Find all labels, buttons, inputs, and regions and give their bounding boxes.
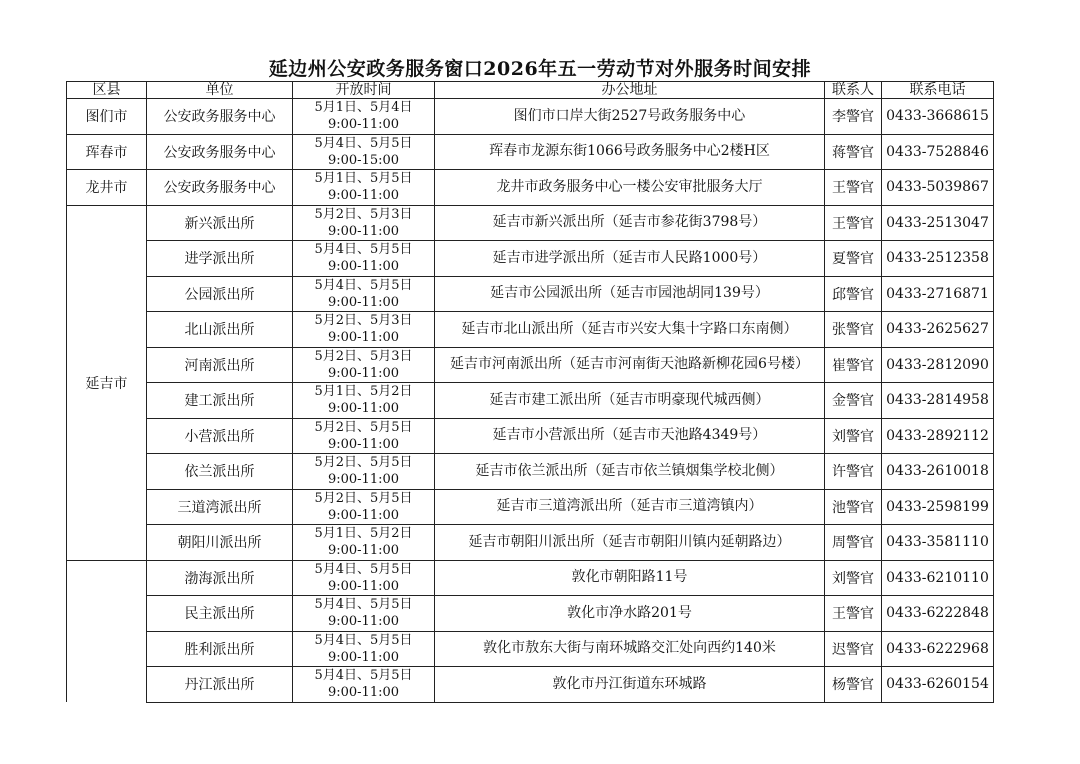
contact-cell: 邱警官 bbox=[825, 276, 882, 312]
unit-cell: 建工派出所 bbox=[147, 383, 293, 419]
time-cell bbox=[293, 347, 435, 383]
time-hours: 9:00-11:00 bbox=[327, 649, 400, 665]
phone-cell: 0433-6222848 bbox=[882, 596, 994, 632]
address-cell: 敦化市敖东大街与南环城路交汇处向西约140米 bbox=[435, 631, 825, 667]
contact-cell: 崔警官 bbox=[825, 347, 882, 383]
time-dates: 5月4日、5月5日 bbox=[314, 668, 413, 684]
time-cell bbox=[293, 596, 435, 632]
unit-cell: 朝阳川派出所 bbox=[147, 525, 293, 561]
unit-cell: 新兴派出所 bbox=[147, 205, 293, 241]
table-row bbox=[67, 667, 994, 703]
table-row bbox=[67, 241, 994, 277]
phone-cell: 0433-2814958 bbox=[882, 383, 994, 419]
table-row bbox=[67, 134, 994, 170]
time-cell bbox=[293, 667, 435, 703]
address-cell: 延吉市建工派出所（延吉市明豪现代城西侧） bbox=[435, 383, 825, 419]
time-hours: 9:00-11:00 bbox=[327, 365, 400, 381]
time-dates: 5月4日、5月5日 bbox=[314, 632, 413, 648]
time-dates: 5月4日、5月5日 bbox=[314, 597, 413, 613]
unit-cell: 依兰派出所 bbox=[147, 454, 293, 490]
time-hours: 9:00-11:00 bbox=[327, 259, 400, 275]
time-cell bbox=[293, 525, 435, 561]
district-cell bbox=[67, 560, 147, 702]
phone-cell: 0433-6260154 bbox=[882, 667, 994, 703]
contact-cell: 许警官 bbox=[825, 454, 882, 490]
unit-cell: 三道湾派出所 bbox=[147, 489, 293, 525]
unit-cell: 北山派出所 bbox=[147, 312, 293, 348]
table-row bbox=[67, 383, 994, 419]
table-row bbox=[67, 560, 994, 596]
time-cell bbox=[293, 276, 435, 312]
table-row bbox=[67, 454, 994, 490]
time-hours: 9:00-11:00 bbox=[327, 685, 400, 701]
address-cell: 延吉市朝阳川派出所（延吉市朝阳川镇内延朝路边） bbox=[435, 525, 825, 561]
table-row bbox=[67, 205, 994, 241]
time-dates: 5月2日、5月5日 bbox=[314, 455, 413, 471]
address-cell: 图们市口岸大街2527号政务服务中心 bbox=[435, 99, 825, 135]
schedule-table bbox=[66, 81, 994, 703]
header-row bbox=[67, 82, 994, 99]
table-row bbox=[67, 418, 994, 454]
contact-cell: 蒋警官 bbox=[825, 134, 882, 170]
time-hours: 9:00-11:00 bbox=[327, 472, 400, 488]
address-cell: 龙井市政务服务中心一楼公安审批服务大厅 bbox=[435, 170, 825, 206]
time-cell bbox=[293, 489, 435, 525]
time-hours: 9:00-11:00 bbox=[327, 401, 400, 417]
time-cell bbox=[293, 241, 435, 277]
time-hours: 9:00-15:00 bbox=[327, 152, 400, 168]
time-cell bbox=[293, 312, 435, 348]
unit-cell: 公园派出所 bbox=[147, 276, 293, 312]
time-hours: 9:00-11:00 bbox=[327, 614, 400, 630]
time-hours: 9:00-11:00 bbox=[327, 294, 400, 310]
time-hours: 9:00-11:00 bbox=[327, 578, 400, 594]
phone-cell: 0433-2892112 bbox=[882, 418, 994, 454]
contact-cell: 刘警官 bbox=[825, 560, 882, 596]
unit-cell: 公安政务服务中心 bbox=[147, 170, 293, 206]
time-cell bbox=[293, 383, 435, 419]
time-dates: 5月1日、5月2日 bbox=[314, 384, 413, 400]
unit-cell: 河南派出所 bbox=[147, 347, 293, 383]
phone-cell: 0433-7528846 bbox=[882, 134, 994, 170]
contact-cell: 金警官 bbox=[825, 383, 882, 419]
time-dates: 5月1日、5月4日 bbox=[314, 100, 413, 116]
time-dates: 5月2日、5月5日 bbox=[314, 419, 413, 435]
contact-cell: 夏警官 bbox=[825, 241, 882, 277]
unit-cell: 民主派出所 bbox=[147, 596, 293, 632]
header-time: 开放时间 bbox=[293, 82, 435, 99]
district-cell: 延吉市 bbox=[67, 205, 147, 560]
time-cell bbox=[293, 454, 435, 490]
time-dates: 5月1日、5月2日 bbox=[314, 526, 413, 542]
time-hours: 9:00-11:00 bbox=[327, 188, 400, 204]
time-hours: 9:00-11:00 bbox=[327, 507, 400, 523]
time-cell bbox=[293, 99, 435, 135]
time-cell bbox=[293, 170, 435, 206]
table-row bbox=[67, 525, 994, 561]
header-unit: 单位 bbox=[147, 82, 293, 99]
unit-cell: 丹江派出所 bbox=[147, 667, 293, 703]
time-dates: 5月2日、5月3日 bbox=[314, 206, 413, 222]
table-row bbox=[67, 489, 994, 525]
district-cell: 珲春市 bbox=[67, 134, 147, 170]
phone-cell: 0433-6210110 bbox=[882, 560, 994, 596]
contact-cell: 王警官 bbox=[825, 205, 882, 241]
contact-cell: 张警官 bbox=[825, 312, 882, 348]
header-address: 办公地址 bbox=[435, 82, 825, 99]
table-row bbox=[67, 596, 994, 632]
header-contact: 联系人 bbox=[825, 82, 882, 99]
phone-cell: 0433-2512358 bbox=[882, 241, 994, 277]
table-row bbox=[67, 347, 994, 383]
unit-cell: 进学派出所 bbox=[147, 241, 293, 277]
time-cell bbox=[293, 134, 435, 170]
table-row bbox=[67, 312, 994, 348]
phone-cell: 0433-2610018 bbox=[882, 454, 994, 490]
address-cell: 延吉市依兰派出所（延吉市依兰镇烟集学校北侧） bbox=[435, 454, 825, 490]
time-dates: 5月4日、5月5日 bbox=[314, 561, 413, 577]
phone-cell: 0433-2598199 bbox=[882, 489, 994, 525]
table-row bbox=[67, 276, 994, 312]
page-title: 延边州公安政务服务窗口2026年五一劳动节对外服务时间安排 bbox=[268, 58, 812, 80]
phone-cell: 0433-3581110 bbox=[882, 525, 994, 561]
address-cell: 延吉市河南派出所（延吉市河南街天池路新柳花园6号楼） bbox=[435, 347, 825, 383]
phone-cell: 0433-3668615 bbox=[882, 99, 994, 135]
address-cell: 敦化市丹江街道东环城路 bbox=[435, 667, 825, 703]
phone-cell: 0433-2625627 bbox=[882, 312, 994, 348]
time-hours: 9:00-11:00 bbox=[327, 330, 400, 346]
district-cell: 图们市 bbox=[67, 99, 147, 135]
time-dates: 5月4日、5月5日 bbox=[314, 277, 413, 293]
time-dates: 5月4日、5月5日 bbox=[314, 135, 413, 151]
time-cell bbox=[293, 560, 435, 596]
table-row bbox=[67, 99, 994, 135]
address-cell: 敦化市净水路201号 bbox=[435, 596, 825, 632]
phone-cell: 0433-2716871 bbox=[882, 276, 994, 312]
contact-cell: 周警官 bbox=[825, 525, 882, 561]
time-dates: 5月4日、5月5日 bbox=[314, 242, 413, 258]
header-district: 区县 bbox=[67, 82, 147, 99]
time-cell bbox=[293, 418, 435, 454]
address-cell: 延吉市公园派出所（延吉市园池胡同139号） bbox=[435, 276, 825, 312]
time-hours: 9:00-11:00 bbox=[327, 436, 400, 452]
unit-cell: 小营派出所 bbox=[147, 418, 293, 454]
district-cell: 龙井市 bbox=[67, 170, 147, 206]
contact-cell: 王警官 bbox=[825, 596, 882, 632]
header-phone: 联系电话 bbox=[882, 82, 994, 99]
contact-cell: 迟警官 bbox=[825, 631, 882, 667]
contact-cell: 李警官 bbox=[825, 99, 882, 135]
time-dates: 5月2日、5月5日 bbox=[314, 490, 413, 506]
phone-cell: 0433-5039867 bbox=[882, 170, 994, 206]
time-hours: 9:00-11:00 bbox=[327, 223, 400, 239]
time-dates: 5月2日、5月3日 bbox=[314, 348, 413, 364]
unit-cell: 渤海派出所 bbox=[147, 560, 293, 596]
contact-cell: 王警官 bbox=[825, 170, 882, 206]
address-cell: 珲春市龙源东街1066号政务服务中心2楼H区 bbox=[435, 134, 825, 170]
address-cell: 敦化市朝阳路11号 bbox=[435, 560, 825, 596]
table-row bbox=[67, 631, 994, 667]
time-dates: 5月1日、5月5日 bbox=[314, 171, 413, 187]
time-dates: 5月2日、5月3日 bbox=[314, 313, 413, 329]
unit-cell: 公安政务服务中心 bbox=[147, 134, 293, 170]
contact-cell: 池警官 bbox=[825, 489, 882, 525]
address-cell: 延吉市小营派出所（延吉市天池路4349号） bbox=[435, 418, 825, 454]
address-cell: 延吉市三道湾派出所（延吉市三道湾镇内） bbox=[435, 489, 825, 525]
contact-cell: 杨警官 bbox=[825, 667, 882, 703]
time-cell bbox=[293, 205, 435, 241]
address-cell: 延吉市进学派出所（延吉市人民路1000号） bbox=[435, 241, 825, 277]
time-cell bbox=[293, 631, 435, 667]
phone-cell: 0433-6222968 bbox=[882, 631, 994, 667]
address-cell: 延吉市新兴派出所（延吉市参花街3798号） bbox=[435, 205, 825, 241]
address-cell: 延吉市北山派出所（延吉市兴安大集十字路口东南侧） bbox=[435, 312, 825, 348]
phone-cell: 0433-2812090 bbox=[882, 347, 994, 383]
unit-cell: 胜利派出所 bbox=[147, 631, 293, 667]
contact-cell: 刘警官 bbox=[825, 418, 882, 454]
time-hours: 9:00-11:00 bbox=[327, 543, 400, 559]
time-hours: 9:00-11:00 bbox=[327, 117, 400, 133]
table-row bbox=[67, 170, 994, 206]
phone-cell: 0433-2513047 bbox=[882, 205, 994, 241]
unit-cell: 公安政务服务中心 bbox=[147, 99, 293, 135]
